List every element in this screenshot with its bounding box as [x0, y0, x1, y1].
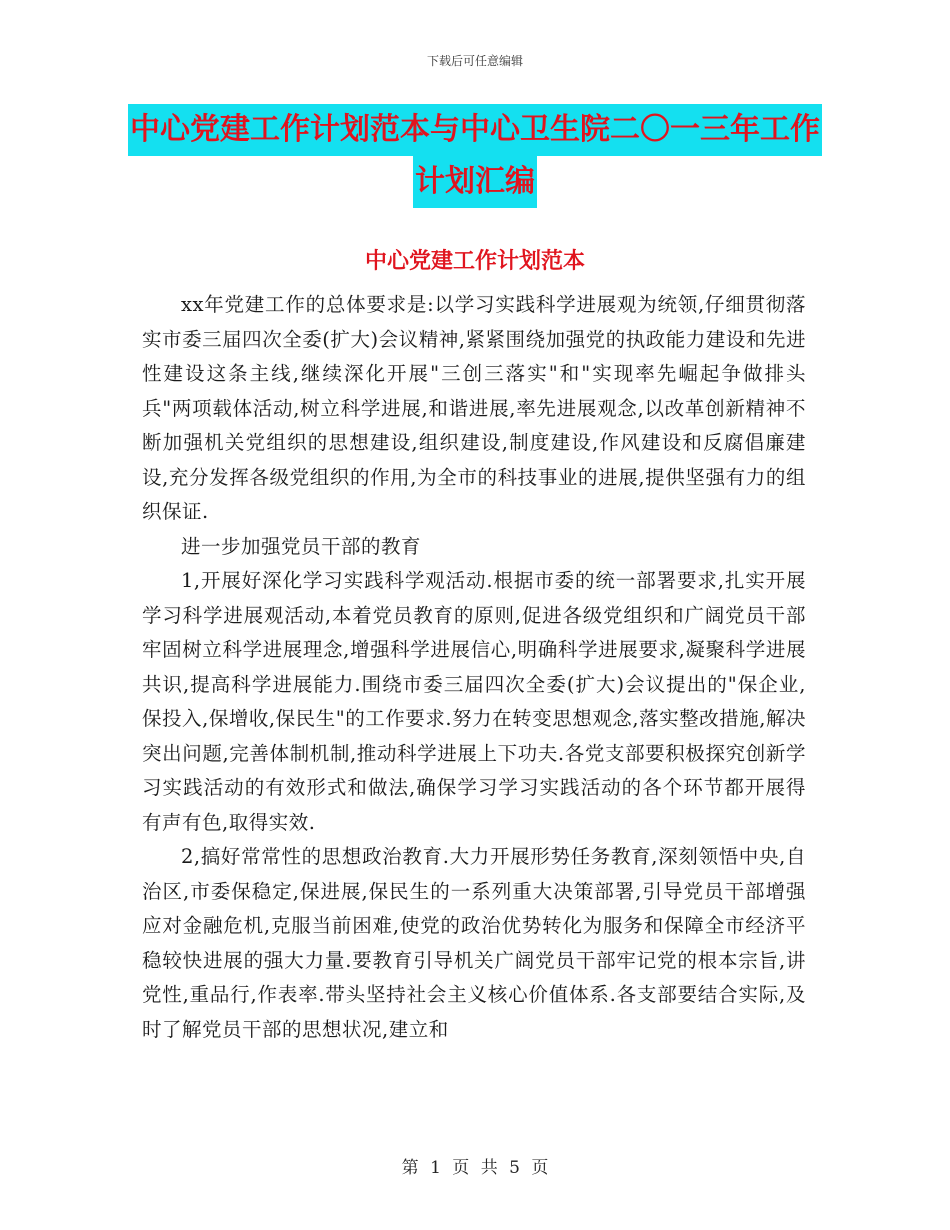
section-title: 中心党建工作计划范本	[364, 249, 585, 274]
document-title-line-2: 计划汇编	[413, 156, 537, 208]
document-title	[0, 104, 950, 208]
paragraph: 1,开展好深化学习实践科学观活动.根据市委的统一部署要求,扎实开展学习科学进展观活动,本着党员教育的原则,促进各级党组织和广阔党员干部牢固树立科学进展理念,增强科学进展信心,明确科学进展要求,凝聚科学进展共识,提高科学进展能力.围绕市委三届四次全委(扩大)会议提出的"保企业,保投入,保增收,保民生"的工作要求.努力在转变思想观念,落实整改措施,解决突出问题,完善体制机制,推动科学进展上下功夫.各党支部要积极探究创新学习实践活动的有效形式和做法,确保学习学习实践活动的各个环节都开展得有声有色,取得实效.	[142, 569, 806, 834]
page-number-footer: 第 1 页 共 5 页	[401, 1158, 549, 1178]
document-body	[142, 288, 806, 1047]
header-note: 下载后可任意编辑	[426, 54, 523, 68]
paragraph: 进一步加强党员干部的教育	[181, 534, 422, 558]
document-title-line-1: 中心党建工作计划范本与中心卫生院二〇一三年工作	[128, 104, 822, 156]
paragraph: xx年党建工作的总体要求是:以学习实践科学进展观为统领,仔细贯彻落实市委三届四次全委(扩大)会议精神,紧紧围绕加强党的执政能力建设和先进性建设这条主线,继续深化开展"三创三落实"和"实现率先崛起争做排头兵"两项载体活动,树立科学进展,和谐进展,率先进展观念,以改革创新精神不断加强机关党组织的思想建设,组织建设,制度建设,作风建设和反腐倡廉建设,充分发挥各级党组织的作用,为全市的科技事业的进展,提供坚强有力的组织保证.	[142, 293, 806, 523]
paragraph: 2,搞好常常性的思想政治教育.大力开展形势任务教育,深刻领悟中央,自治区,市委保稳定,保进展,保民生的一系列重大决策部署,引导党员干部增强应对金融危机,克服当前困难,使党的政治优势转化为服务和保障全市经济平稳较快进展的强大力量.要教育引导机关广阔党员干部牢记党的根本宗旨,讲党性,重品行,作表率.带头坚持社会主义核心价值体系.各支部要结合实际,及时了解党员干部的思想状况,建立和	[142, 845, 806, 1041]
